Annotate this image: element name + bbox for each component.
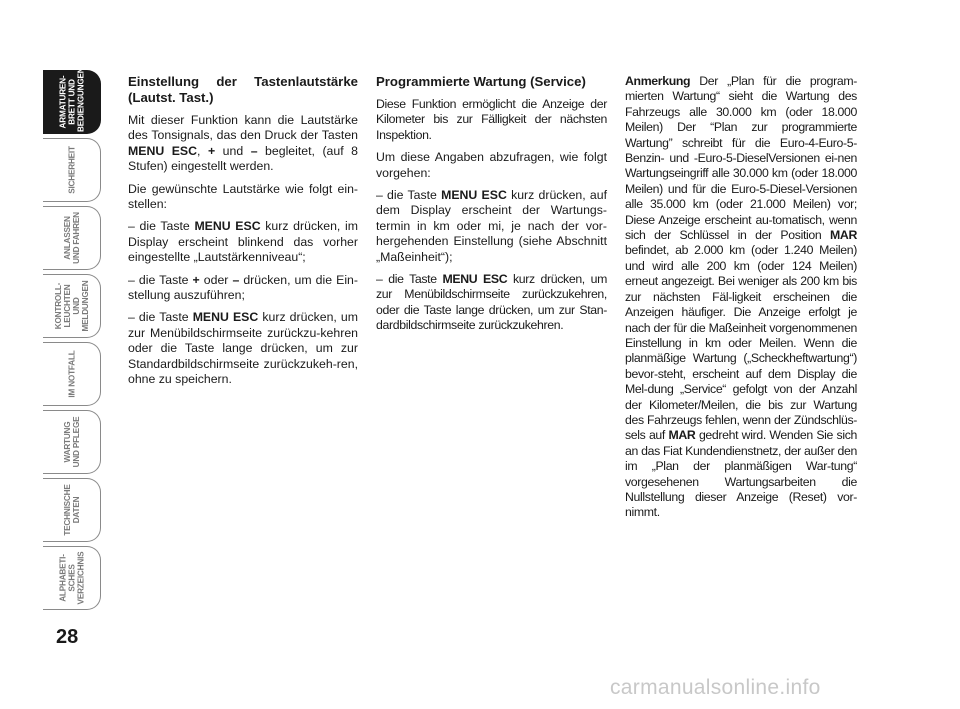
paragraph: Die gewünschte Lautstärke wie folgt ein-stellen:: [128, 181, 358, 212]
paragraph: – die Taste MENU ESC kurz drücken, auf dem Display erscheint der Wartungs-termin in km oder mi, je nach der vor-hergehenden Einstellung (siehe Abschnitt „Maßeinheit“);: [376, 188, 607, 264]
tab-wartung[interactable]: [43, 410, 101, 474]
section-heading: Programmierte Wartung (Service): [376, 74, 586, 89]
column-programmierte-wartung: [376, 74, 607, 341]
tab-label: TECHNISCHE DATEN: [62, 484, 81, 536]
tab-label: SICHERHEIT: [67, 146, 76, 194]
tab-label: ALPHABETI- SCHES VERZEICHNIS: [58, 551, 85, 605]
tab-im-notfall[interactable]: [43, 342, 101, 406]
tab-sicherheit[interactable]: [43, 138, 101, 202]
tab-label: IM NOTFALL: [67, 350, 76, 398]
tab-label: WARTUNG UND PFLEGE: [62, 416, 81, 468]
column-anmerkung: [625, 74, 857, 528]
tab-label: ARMATUREN- BRETT UND BEDIENGUNGEN: [58, 67, 85, 132]
tab-anlassen[interactable]: [43, 206, 101, 270]
paragraph: – die Taste MENU ESC kurz drücken, um zur Menübildschirmseite zurückzukehren, oder die Taste lange drücken, um zur Stan-dardbildschirmseite zurückzukehren.: [376, 272, 607, 333]
paragraph: Diese Funktion ermöglicht die Anzeige der Kilometer bis zur Fälligkeit der nächsten Inspektion.: [376, 97, 607, 142]
paragraph: Mit dieser Funktion kann die Lautstärke des Tonsignals, das den Druck der Tasten MENU ESC, + und – begleitet, (auf 8 Stufen) eingestellt werden.: [128, 113, 358, 174]
note-label: Anmerkung: [625, 74, 691, 88]
tab-technische-daten[interactable]: [43, 478, 101, 542]
paragraph: – die Taste + oder – drücken, um die Ein-stellung auszuführen;: [128, 272, 358, 303]
tab-kontrollleuchten[interactable]: [43, 274, 101, 338]
note-paragraph: Anmerkung Der „Plan für die program-mierten Wartung“ sieht die Wartung des Fahrzeugs alle 30.000 km (oder 18.000 Meilen) Der “Plan zur programmierte Wartung” schreibt für die Euro-4-Euro-5-Benzin- und -Euro-5-DieselVersionen ei-nen Wartungseingriff alle 30.000 km (oder 18.000 Meilen) und für die Euro-5-Diesel-Versionen alle 35.000 km (oder 21.000 Meilen) vor; Diese Anzeige erscheint au-tomatisch, wenn sich der Schlüssel in der Position MAR befindet, ab 2.000 km (oder 1.240 Meilen) und wird alle 200 km (oder 124 Meilen) erneut angezeigt. Bei weniger als 200 km bis zur nächsten Fäl-ligkeit erscheinen die Anzeigen häufiger. Die Anzeige erfolgt je nach der für die Maßeinheit vorgenommenen Einstellung in km oder Meilen. Wenn die planmäßige Wartung („Scheckheftwartung“) bevor-steht, erscheint auf dem Display die Mel-dung „Service“ gefolgt von der Anzahl der Kilometer/Meilen, die bis zur Wartung des Fahrzeugs fehlen, wenn der Zündschlüs-sels auf MAR gedreht wird. Wenden Sie sich an das Fiat Kundendienstnetz, der außer den im „Plan der planmäßigen War-tung“ vorgesehenen Wartungsarbeiten die Nullstellung dieser Anzeige (Reset) vor-nimmt.: [625, 74, 857, 520]
tab-label: KONTROLL- LEUCHTEN UND MELDUNGEN: [53, 280, 90, 332]
page-number: 28: [56, 626, 79, 648]
paragraph: – die Taste MENU ESC kurz drücken, um zur Menübildschirmseite zurückzu-kehren oder die Taste lange drücken, um zur Standardbildschirmseite zurückzukeh-ren, ohne zu speichern.: [128, 310, 358, 387]
paragraph: Um diese Angaben abzufragen, wie folgt vorgehen:: [376, 150, 607, 180]
tab-armaturenbrett[interactable]: [43, 67, 101, 134]
paragraph: – die Taste MENU ESC kurz drücken, im Display erscheint blinkend das vorher eingestellte „Lautstärkenniveau“;: [128, 219, 358, 265]
watermark: carmanualsonline.info: [610, 676, 821, 699]
tab-label: ANLASSEN UND FAHREN: [62, 212, 81, 264]
chapter-tabs: [43, 67, 105, 614]
column-tastenlautstaerke: [128, 74, 358, 395]
tab-verzeichnis[interactable]: [43, 546, 101, 610]
section-heading: Einstellung der Tastenlautstärke (Lautst. Tast.): [128, 74, 358, 105]
